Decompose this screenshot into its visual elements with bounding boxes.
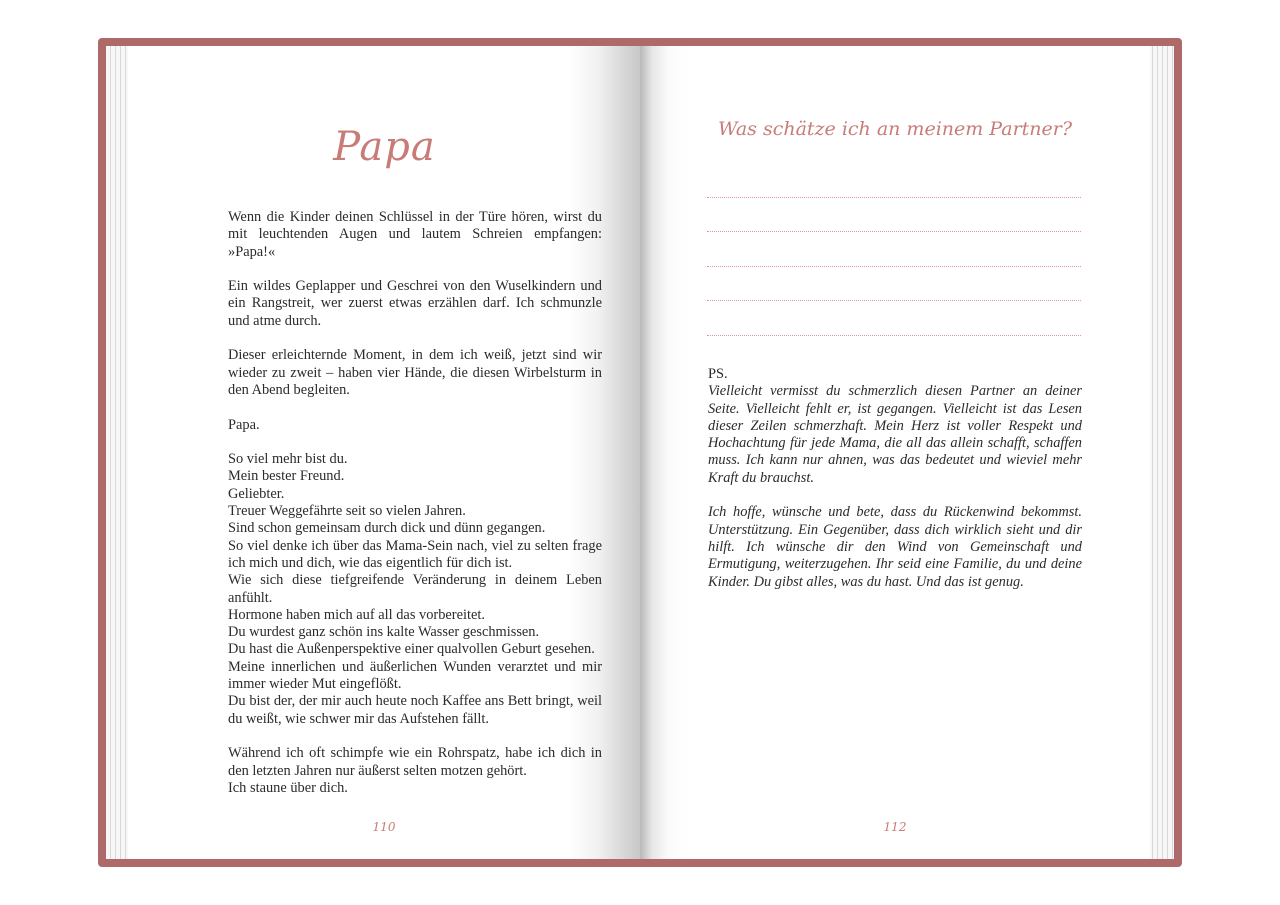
verse-line: Meine innerlichen und äußerlichen Wunden verarztet und mir immer wieder Mut eingeflößt. bbox=[228, 658, 602, 693]
paragraph: Dieser erleichternde Moment, in dem ich weiß, jetzt sind wir wieder zu zweit – haben vier Hände, die diesen Wirbelsturm in den Abend begleiten. bbox=[228, 347, 602, 398]
prompt-title: Was schätze ich an meinem Partner? bbox=[717, 118, 1073, 140]
paragraph: Papa. bbox=[228, 416, 260, 433]
verse-line: So viel denke ich über das Mama-Sein nach, viel zu selten frage ich mich und dich, wie das eigentlich für dich ist. bbox=[228, 537, 602, 571]
paragraph: Wenn die Kinder deinen Schlüssel in der Türe hören, wirst du mit leuchtenden Augen und lautem Schreien empfangen: »Papa!« bbox=[228, 209, 602, 260]
closing-block bbox=[228, 745, 602, 797]
verse-line: Geliebter. bbox=[228, 485, 285, 502]
writing-lines bbox=[707, 163, 1081, 336]
verse-line: Du bist der, der mir auch heute noch Kaffee ans Bett bringt, weil du weißt, wie schwer mir das Aufstehen fällt. bbox=[228, 693, 602, 727]
writing-line bbox=[707, 267, 1081, 302]
verse-line: Du wurdest ganz schön ins kalte Wasser geschmissen. bbox=[228, 624, 540, 641]
book-cover bbox=[98, 38, 1182, 867]
ps-paragraph: Vielleicht vermisst du schmerzlich diesen Partner an deiner Seite. Vielleicht fehlt er, ist gegangen. Vielleicht ist das Lesen dieser Zeilen schmerzhaft. Mein Herz ist voller Respekt und Hochachtung für jede Mama, die all das allein schafft, schaffen muss. Ich kann nur ahnen, was das bedeutet und wieviel mehr Kraft du brauchst. bbox=[708, 383, 1082, 486]
verse-line: Treuer Weggefährte seit so vielen Jahren. bbox=[228, 503, 466, 520]
body-text bbox=[228, 209, 602, 814]
verse-line: Mein bester Freund. bbox=[228, 468, 345, 485]
verse-line: Wie sich diese tiefgreifende Veränderung in deinem Leben anfühlt. bbox=[228, 572, 602, 606]
verse-line: Hormone haben mich auf all das vorbereitet. bbox=[228, 606, 485, 623]
ps-label: PS. bbox=[708, 366, 728, 382]
verse-line: So viel mehr bist du. bbox=[228, 451, 348, 468]
left-page bbox=[128, 46, 640, 859]
writing-line bbox=[707, 232, 1081, 267]
ps-paragraph: Ich hoffe, wünsche und bete, dass du Rückenwind bekommst. Unterstützung. Ein Gegenüber, dass dich wirklich sieht und dir hilft. Ich wünsche dir den Wind von Gemeinschaft und Ermutigung, weiterzugehen. Ihr seid eine Familie, du und deine Kinder. Du gibst alles, was du hast. Und das ist genug. bbox=[708, 504, 1082, 590]
verse-line: Du hast die Außenperspektive einer qualvollen Geburt gesehen. bbox=[228, 641, 595, 658]
writing-line bbox=[707, 301, 1081, 336]
verse-block bbox=[228, 451, 602, 728]
page-title: Papa bbox=[333, 124, 436, 170]
verse-line: Sind schon gemeinsam durch dick und dünn gegangen. bbox=[228, 520, 546, 537]
page-number: 112 bbox=[883, 820, 907, 834]
writing-line bbox=[707, 198, 1081, 233]
right-page bbox=[640, 46, 1150, 859]
closing-line: Ich staune über dich. bbox=[228, 779, 348, 796]
writing-line bbox=[707, 163, 1081, 198]
paragraph: Ein wildes Geplapper und Geschrei von den Wuselkindern und ein Rangstreit, wer zuerst etwas erzählen darf. Ich schmunzle und atme durch. bbox=[228, 278, 602, 329]
postscript bbox=[708, 366, 1082, 608]
page-number: 110 bbox=[372, 820, 396, 834]
page-stack-right bbox=[1148, 46, 1174, 859]
closing-line: Während ich oft schimpfe wie ein Rohrspatz, habe ich dich in den letzten Jahren nur äußerst selten motzen gehört. bbox=[228, 745, 602, 779]
